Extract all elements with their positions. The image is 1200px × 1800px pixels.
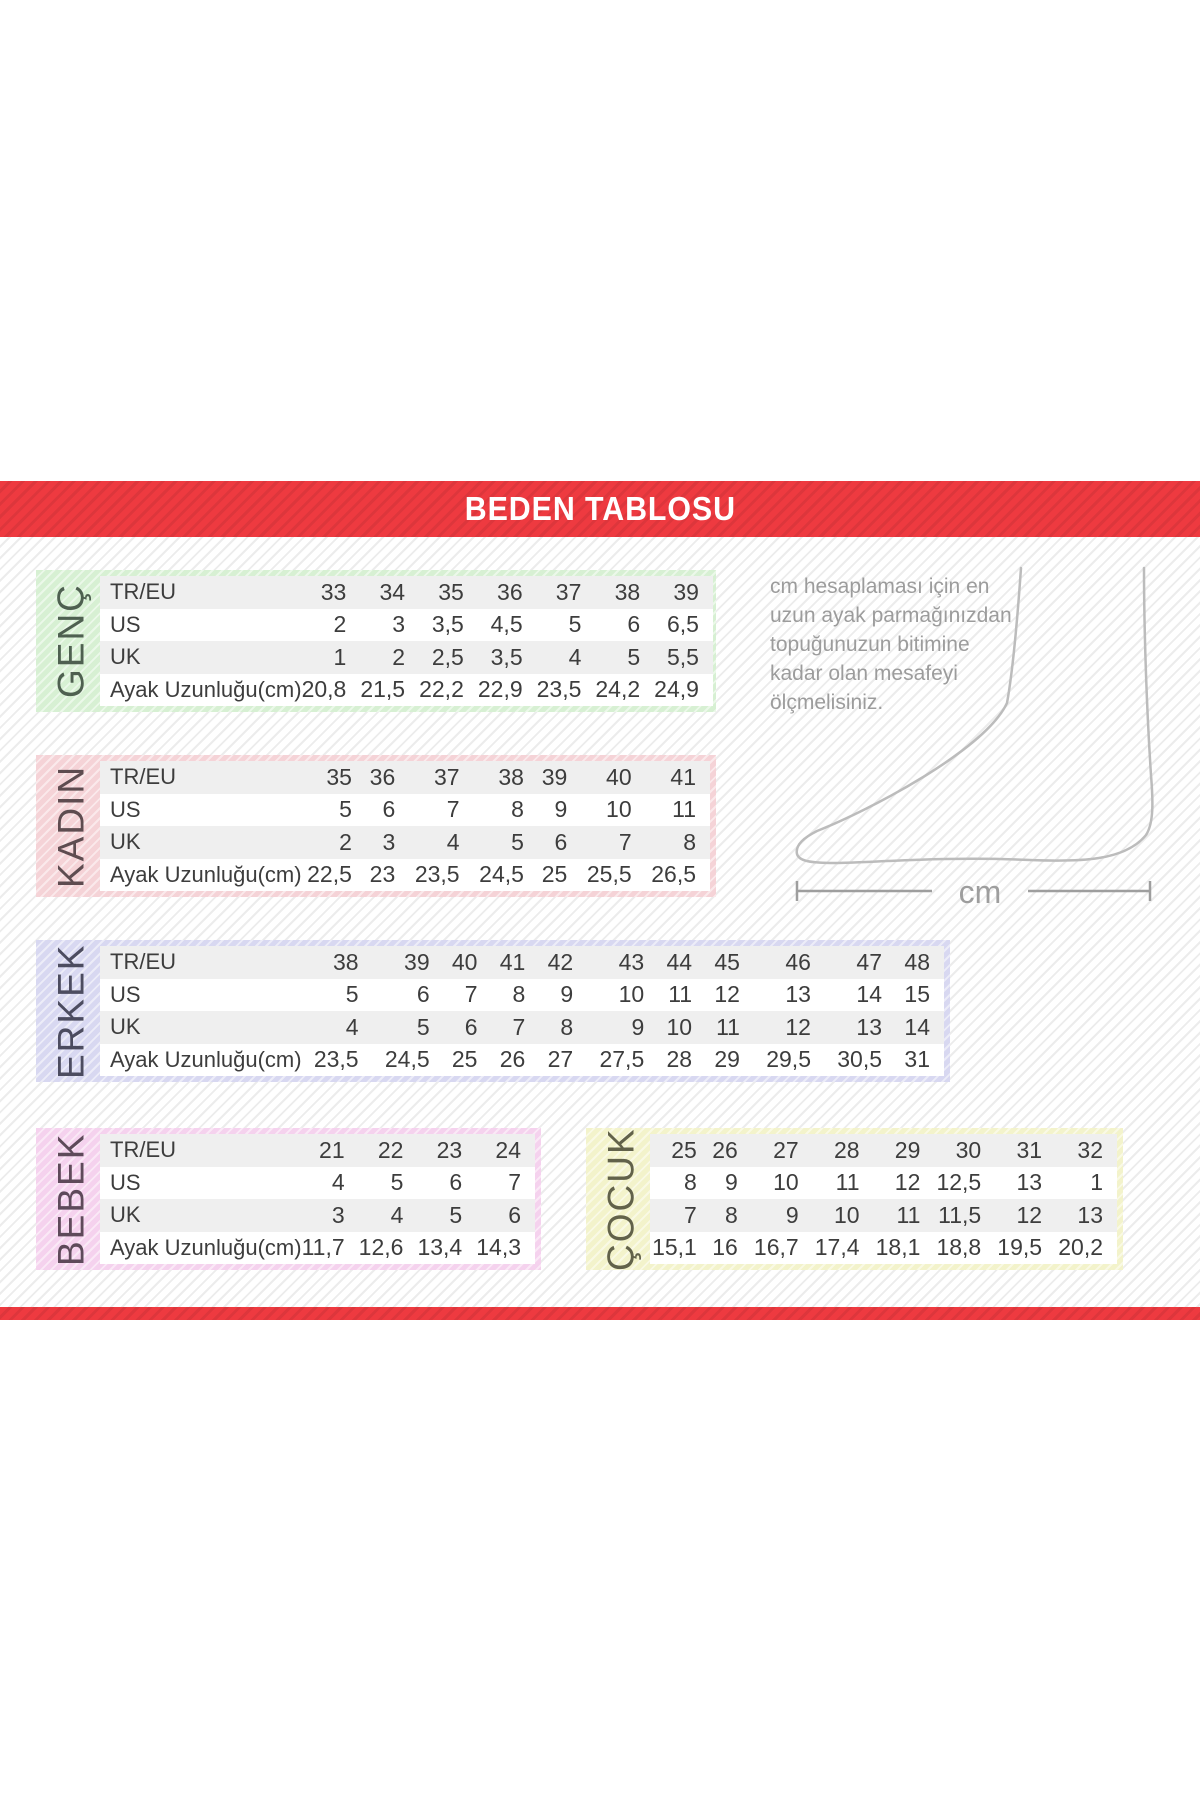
size-value-cell: 39	[654, 576, 713, 609]
size-value-cell: 23,5	[409, 859, 473, 892]
size-value-cell: 25	[650, 1134, 711, 1167]
size-value-cell: 2,5	[419, 641, 478, 674]
size-value-cell: 7	[650, 1199, 711, 1232]
size-value-cell: 39	[373, 946, 444, 979]
size-value-cell: 5	[595, 641, 654, 674]
row-label-cell: TR/EU	[100, 1134, 302, 1167]
table-row	[650, 1199, 1117, 1232]
size-value-cell: 13	[754, 979, 825, 1012]
size-value-cell: 11	[658, 979, 706, 1012]
table-row	[100, 1011, 944, 1044]
size-value-cell: 37	[537, 576, 596, 609]
size-grid-kadin	[100, 761, 710, 891]
table-row	[100, 1134, 535, 1167]
size-value-cell: 4	[302, 1167, 359, 1200]
size-value-cell: 24,9	[654, 674, 713, 707]
size-value-cell: 11,7	[302, 1232, 359, 1265]
size-value-cell: 10	[658, 1011, 706, 1044]
size-value-cell: 29,5	[754, 1044, 825, 1077]
size-value-cell: 17,4	[813, 1232, 874, 1265]
size-value-cell: 33	[302, 576, 361, 609]
row-label-cell: Ayak Uzunluğu(cm)	[100, 1232, 302, 1265]
size-value-cell: 18,1	[874, 1232, 935, 1265]
size-value-cell: 4	[537, 641, 596, 674]
category-label-cocuk: ÇOCUK	[600, 1127, 642, 1271]
size-value-cell: 15	[896, 979, 944, 1012]
size-value-cell: 13	[995, 1167, 1056, 1200]
row-label-cell: US	[100, 979, 302, 1012]
size-value-cell: 26	[491, 1044, 539, 1077]
size-value-cell: 46	[754, 946, 825, 979]
size-value-cell: 4,5	[478, 609, 537, 642]
size-value-cell: 6	[373, 979, 444, 1012]
size-value-cell: 40	[581, 761, 645, 794]
size-value-cell: 10	[813, 1199, 874, 1232]
category-label-bebek: BEBEK	[50, 1132, 92, 1266]
size-value-cell: 10	[587, 979, 658, 1012]
table-row	[100, 576, 713, 609]
note-line: cm hesaplaması için en	[770, 575, 990, 598]
size-value-cell: 7	[491, 1011, 539, 1044]
size-value-cell: 3,5	[419, 609, 478, 642]
size-value-cell: 20,2	[1056, 1232, 1117, 1265]
size-value-cell: 5	[373, 1011, 444, 1044]
size-value-cell: 13	[825, 1011, 896, 1044]
size-value-cell: 4	[409, 826, 473, 859]
size-value-cell: 3	[302, 1199, 359, 1232]
size-value-cell: 8	[650, 1167, 711, 1200]
size-value-cell: 35	[302, 761, 366, 794]
size-value-cell: 9	[538, 794, 581, 827]
size-value-cell: 24,5	[373, 1044, 444, 1077]
size-value-cell: 12	[995, 1199, 1056, 1232]
note-line: kadar olan mesafeyi	[770, 662, 958, 685]
size-value-cell: 25	[538, 859, 581, 892]
size-value-cell: 23	[366, 859, 409, 892]
size-value-cell: 6,5	[654, 609, 713, 642]
size-value-cell: 43	[587, 946, 658, 979]
size-value-cell: 1	[1056, 1167, 1117, 1200]
row-label-cell: US	[100, 1167, 302, 1200]
size-value-cell: 3,5	[478, 641, 537, 674]
size-value-cell: 45	[706, 946, 754, 979]
size-value-cell: 11	[646, 794, 710, 827]
size-value-cell: 6	[595, 609, 654, 642]
size-value-cell: 5	[417, 1199, 476, 1232]
size-value-cell: 38	[595, 576, 654, 609]
size-value-cell: 27,5	[587, 1044, 658, 1077]
table-row	[100, 1232, 535, 1265]
table-row	[650, 1167, 1117, 1200]
size-value-cell: 5	[302, 979, 373, 1012]
bottom-accent-bar	[0, 1307, 1200, 1320]
size-value-cell: 30	[934, 1134, 995, 1167]
row-label-cell: TR/EU	[100, 946, 302, 979]
size-value-cell: 13,4	[417, 1232, 476, 1265]
size-value-cell: 22,5	[302, 859, 366, 892]
size-value-cell: 20,8	[302, 674, 361, 707]
size-value-cell: 5	[474, 826, 538, 859]
size-value-cell: 9	[711, 1167, 752, 1200]
size-value-cell: 11	[706, 1011, 754, 1044]
note-line: topuğunuzun bitimine	[770, 633, 970, 656]
size-value-cell: 19,5	[995, 1232, 1056, 1265]
row-label-cell: UK	[100, 1199, 302, 1232]
size-grid-cocuk	[650, 1134, 1117, 1264]
size-value-cell: 14	[896, 1011, 944, 1044]
row-label-cell: US	[100, 609, 302, 642]
size-value-cell: 25	[444, 1044, 492, 1077]
size-value-cell: 30,5	[825, 1044, 896, 1077]
page-title: BEDEN TABLOSU	[464, 490, 736, 527]
size-value-cell: 27	[539, 1044, 587, 1077]
size-value-cell: 6	[366, 794, 409, 827]
size-value-cell: 31	[896, 1044, 944, 1077]
size-value-cell: 16	[711, 1232, 752, 1265]
size-value-cell: 48	[896, 946, 944, 979]
size-value-cell: 7	[444, 979, 492, 1012]
size-value-cell: 13	[1056, 1199, 1117, 1232]
size-value-cell: 36	[366, 761, 409, 794]
size-grid-erkek	[100, 946, 944, 1076]
size-value-cell: 2	[360, 641, 419, 674]
size-table-cocuk	[586, 1128, 1123, 1270]
size-value-cell: 9	[587, 1011, 658, 1044]
table-row	[100, 979, 944, 1012]
table-row	[100, 641, 713, 674]
table-row	[650, 1232, 1117, 1265]
size-value-cell: 7	[581, 826, 645, 859]
size-value-cell: 12,6	[359, 1232, 418, 1265]
size-value-cell: 11	[813, 1167, 874, 1200]
size-value-cell: 16,7	[752, 1232, 813, 1265]
table-row	[100, 609, 713, 642]
note-line: ölçmelisiniz.	[770, 691, 884, 714]
table-row	[100, 946, 944, 979]
size-value-cell: 26,5	[646, 859, 710, 892]
size-value-cell: 10	[752, 1167, 813, 1200]
category-label-genc: GENÇ	[50, 583, 92, 699]
category-label-erkek: ERKEK	[50, 943, 92, 1079]
size-value-cell: 6	[476, 1199, 535, 1232]
size-value-cell: 6	[417, 1167, 476, 1200]
size-value-cell: 24,5	[474, 859, 538, 892]
size-value-cell: 12	[754, 1011, 825, 1044]
size-value-cell: 31	[995, 1134, 1056, 1167]
size-value-cell: 8	[474, 794, 538, 827]
table-row	[100, 826, 710, 859]
table-row	[650, 1134, 1117, 1167]
size-value-cell: 9	[539, 979, 587, 1012]
table-row	[100, 1167, 535, 1200]
size-value-cell: 2	[302, 826, 366, 859]
size-value-cell: 38	[474, 761, 538, 794]
row-label-cell: UK	[100, 1011, 302, 1044]
size-value-cell: 23	[417, 1134, 476, 1167]
size-value-cell: 12	[706, 979, 754, 1012]
row-label-cell: Ayak Uzunluğu(cm)	[100, 674, 302, 707]
size-value-cell: 11,5	[934, 1199, 995, 1232]
size-value-cell: 22	[359, 1134, 418, 1167]
size-value-cell: 7	[476, 1167, 535, 1200]
size-value-cell: 3	[360, 609, 419, 642]
size-value-cell: 37	[409, 761, 473, 794]
size-value-cell: 6	[444, 1011, 492, 1044]
size-value-cell: 24,2	[595, 674, 654, 707]
row-label-cell: Ayak Uzunluğu(cm)	[100, 1044, 302, 1077]
size-value-cell: 5	[359, 1167, 418, 1200]
size-value-cell: 12,5	[934, 1167, 995, 1200]
size-value-cell: 44	[658, 946, 706, 979]
size-value-cell: 14	[825, 979, 896, 1012]
size-value-cell: 36	[478, 576, 537, 609]
size-value-cell: 1	[302, 641, 361, 674]
table-row	[100, 859, 710, 892]
row-label-cell: UK	[100, 826, 302, 859]
size-value-cell: 11	[874, 1199, 935, 1232]
size-value-cell: 15,1	[650, 1232, 711, 1265]
size-value-cell: 5	[302, 794, 366, 827]
size-value-cell: 42	[539, 946, 587, 979]
size-value-cell: 41	[646, 761, 710, 794]
table-row	[100, 674, 713, 707]
size-value-cell: 23,5	[537, 674, 596, 707]
size-value-cell: 40	[444, 946, 492, 979]
size-grid-bebek	[100, 1134, 535, 1264]
size-value-cell: 38	[302, 946, 373, 979]
size-value-cell: 4	[302, 1011, 373, 1044]
size-value-cell: 28	[658, 1044, 706, 1077]
row-label-cell: TR/EU	[100, 761, 302, 794]
size-value-cell: 5,5	[654, 641, 713, 674]
size-value-cell: 9	[752, 1199, 813, 1232]
size-value-cell: 24	[476, 1134, 535, 1167]
size-table-genc	[36, 570, 716, 712]
size-value-cell: 35	[419, 576, 478, 609]
table-row	[100, 761, 710, 794]
size-value-cell: 28	[813, 1134, 874, 1167]
row-label-cell: Ayak Uzunluğu(cm)	[100, 859, 302, 892]
size-value-cell: 8	[711, 1199, 752, 1232]
size-value-cell: 14,3	[476, 1232, 535, 1265]
size-value-cell: 8	[646, 826, 710, 859]
size-value-cell: 26	[711, 1134, 752, 1167]
size-value-cell: 39	[538, 761, 581, 794]
size-value-cell: 34	[360, 576, 419, 609]
size-value-cell: 29	[706, 1044, 754, 1077]
size-value-cell: 41	[491, 946, 539, 979]
size-value-cell: 10	[581, 794, 645, 827]
size-value-cell: 27	[752, 1134, 813, 1167]
cm-unit-label: cm	[958, 874, 1002, 910]
size-value-cell: 21	[302, 1134, 359, 1167]
size-value-cell: 29	[874, 1134, 935, 1167]
size-value-cell: 22,2	[419, 674, 478, 707]
size-value-cell: 8	[491, 979, 539, 1012]
size-value-cell: 32	[1056, 1134, 1117, 1167]
size-value-cell: 3	[366, 826, 409, 859]
size-value-cell: 25,5	[581, 859, 645, 892]
size-value-cell: 18,8	[934, 1232, 995, 1265]
size-value-cell: 2	[302, 609, 361, 642]
size-value-cell: 23,5	[302, 1044, 373, 1077]
measurement-note	[770, 572, 1060, 717]
size-value-cell: 21,5	[360, 674, 419, 707]
title-banner	[0, 481, 1200, 537]
size-grid-genc	[100, 576, 713, 706]
size-value-cell: 7	[409, 794, 473, 827]
category-label-kadin: KADIN	[50, 764, 92, 888]
row-label-cell: US	[100, 794, 302, 827]
size-table-kadin	[36, 755, 716, 897]
size-value-cell: 12	[874, 1167, 935, 1200]
row-label-cell: UK	[100, 641, 302, 674]
size-value-cell: 4	[359, 1199, 418, 1232]
table-row	[100, 1199, 535, 1232]
size-value-cell: 6	[538, 826, 581, 859]
size-value-cell: 47	[825, 946, 896, 979]
size-table-erkek	[36, 940, 950, 1082]
size-value-cell: 8	[539, 1011, 587, 1044]
table-row	[100, 794, 710, 827]
size-value-cell: 22,9	[478, 674, 537, 707]
size-table-bebek	[36, 1128, 541, 1270]
row-label-cell: TR/EU	[100, 576, 302, 609]
size-value-cell: 5	[537, 609, 596, 642]
table-row	[100, 1044, 944, 1077]
note-line: uzun ayak parmağınızdan	[770, 604, 1012, 627]
